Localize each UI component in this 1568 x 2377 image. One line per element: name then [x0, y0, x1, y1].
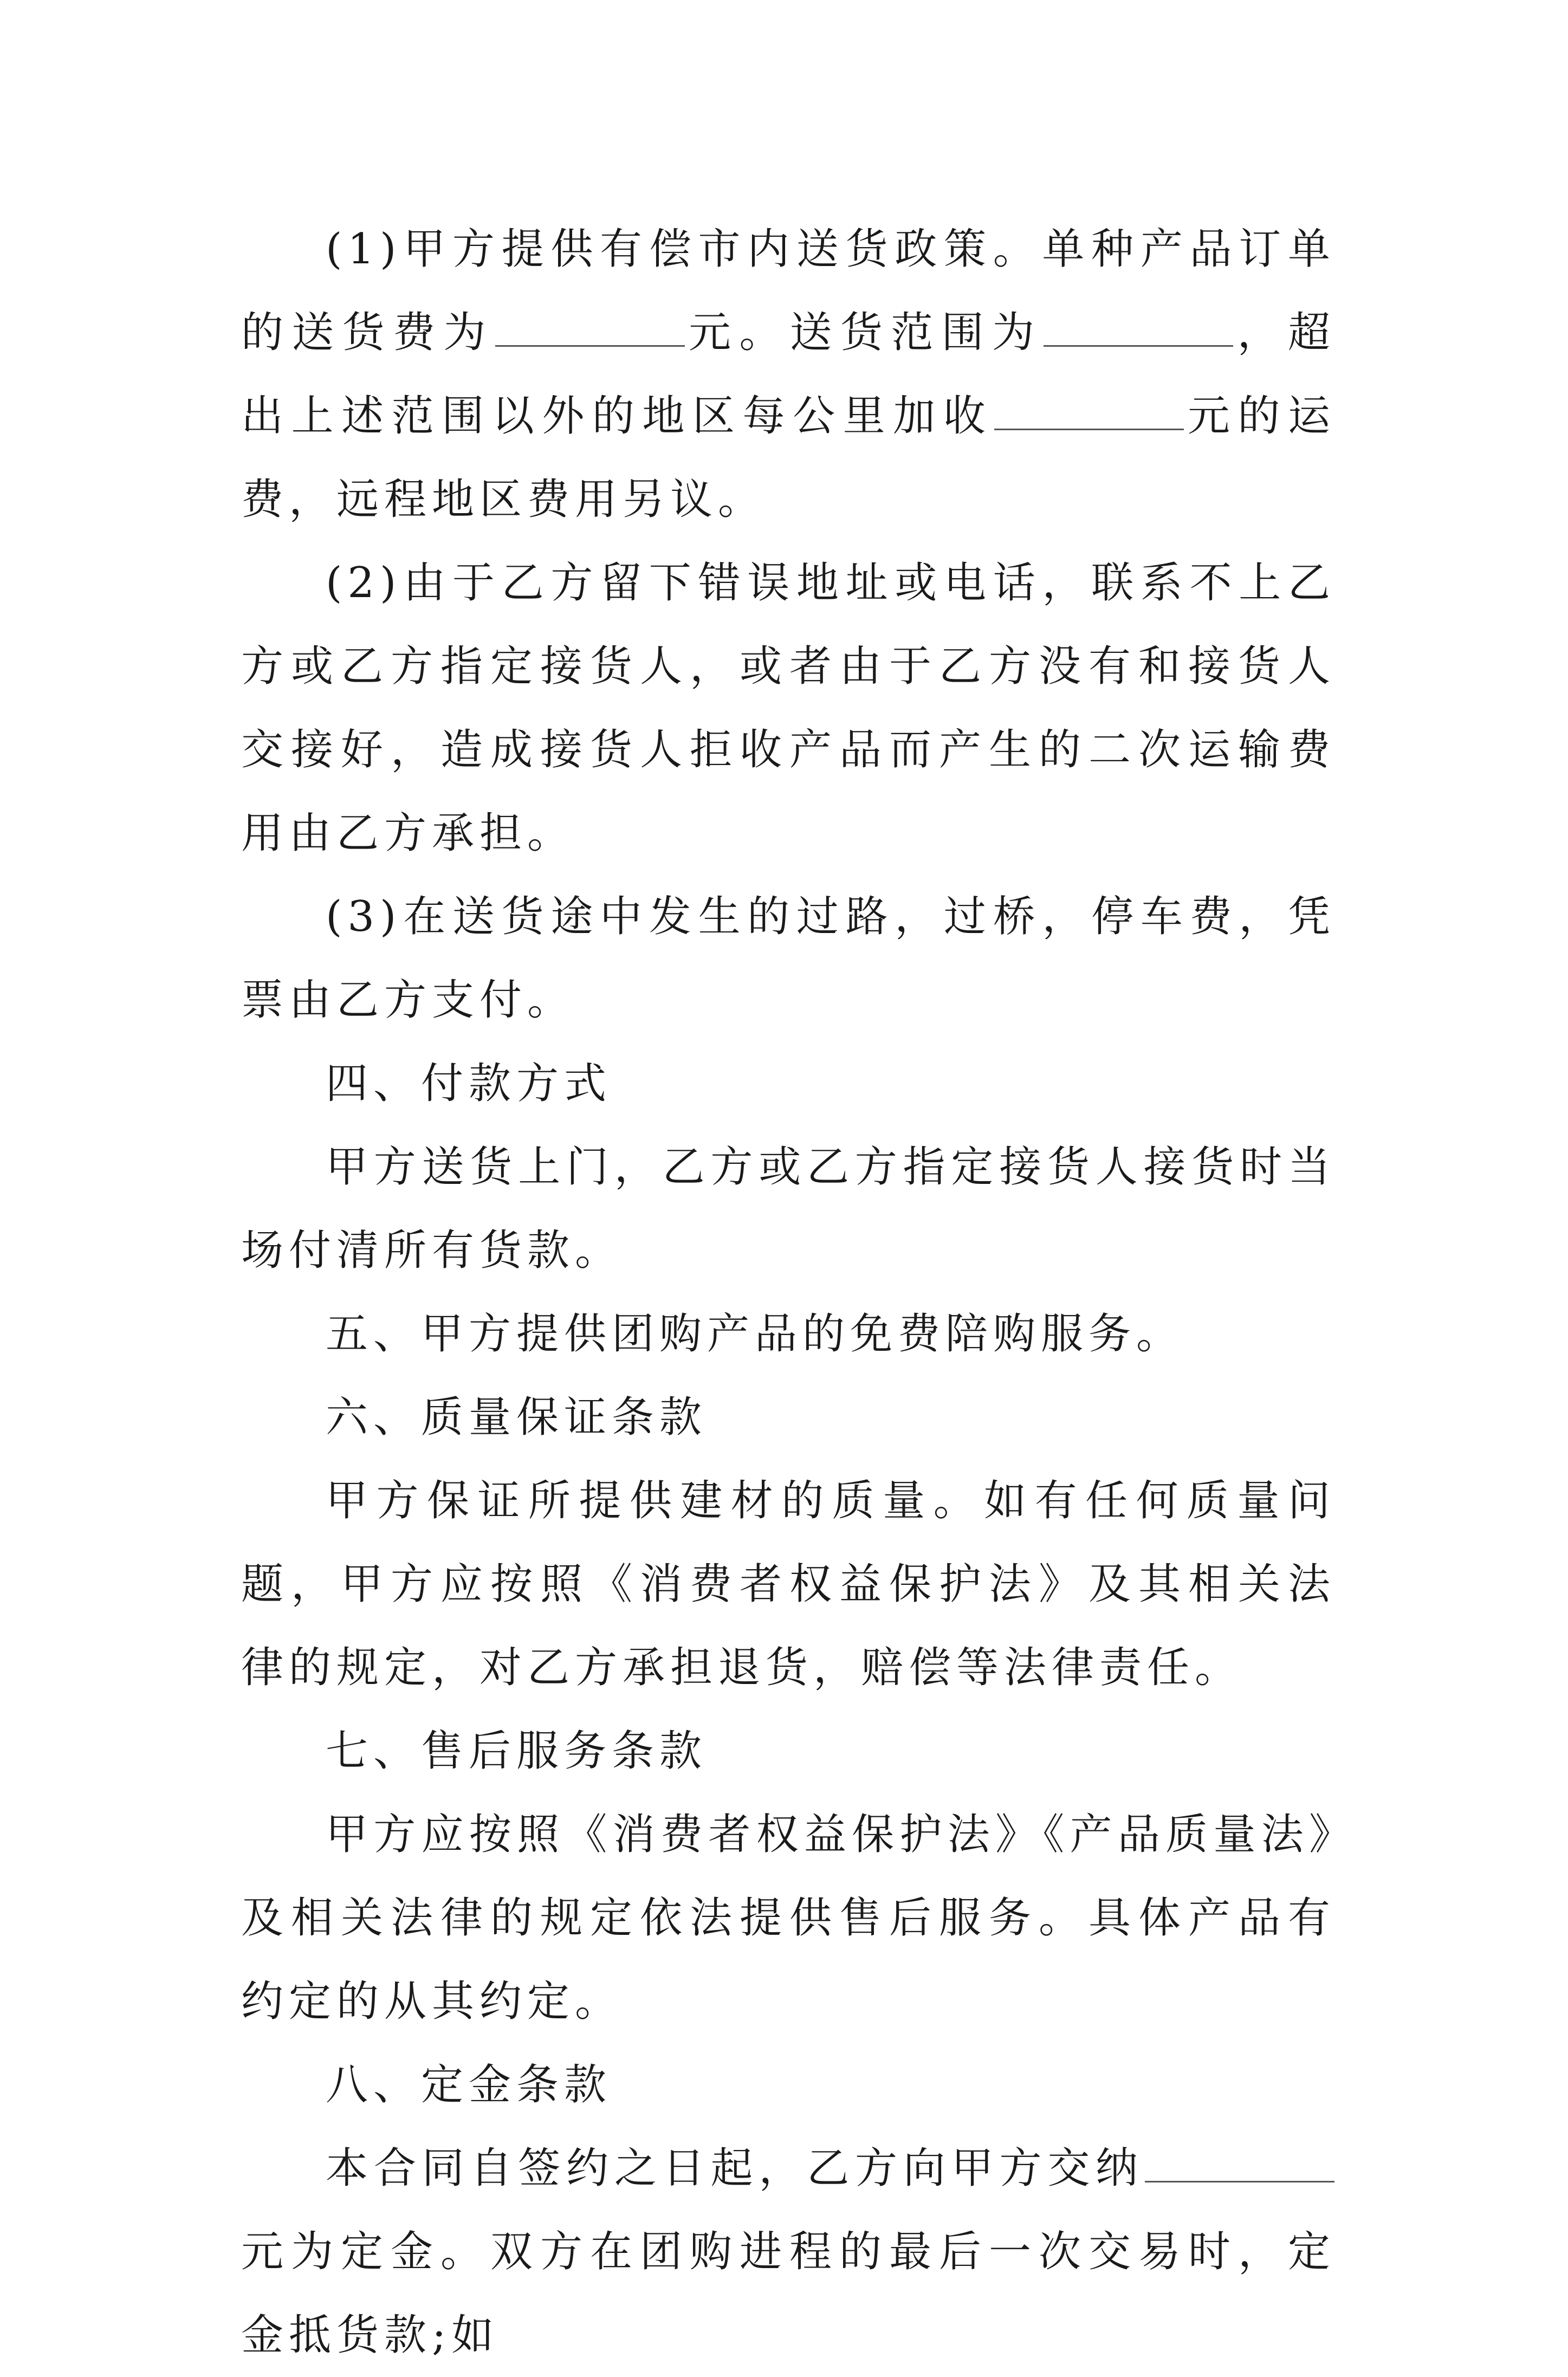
paragraph-payment-body: [241, 1125, 1336, 1292]
paragraph-text: 六、质量保证条款: [326, 1393, 708, 1442]
fill-in-blank: [994, 428, 1184, 430]
fill-in-blank: [1145, 2180, 1334, 2182]
paragraph-text: 七、售后服务条款: [326, 1727, 708, 1776]
paragraph-heading-free-service: [241, 1292, 1336, 1376]
paragraph-text: 本合同自签约之日起，乙方向甲方交纳: [326, 2144, 1144, 2193]
paragraph-heading-quality: [241, 1376, 1336, 1459]
contract-text: [241, 208, 1336, 2377]
paragraph-text: 甲方保证所提供建材的质量。如有任何质量问题，甲方应按照《消费者权益保护法》及其相关法律的规定，对乙方承担退货，赔偿等法律责任。: [241, 1476, 1336, 1692]
paragraph-text: (2)由于乙方留下错误地址或电话，联系不上乙方或乙方指定接货人，或者由于乙方没有和接货人交接好，造成接货人拒收产品而产生的二次运输费用由乙方承担。: [241, 559, 1336, 858]
paragraph-text: 甲方应按照《消费者权益保护法》《产品质量法》及相关法律的规定依法提供售后服务。具体产品有约定的从其约定。: [241, 1810, 1336, 2026]
paragraph-after-sales-body: [241, 1793, 1336, 2043]
paragraph-deposit-body: [241, 2127, 1336, 2377]
paragraph-text: 元为定金。双方在团购进程的最后一次交易时，定金抵货款;如: [241, 2227, 1336, 2360]
paragraph-heading-payment: [241, 1042, 1336, 1125]
paragraph-heading-after-sales: [241, 1709, 1336, 1793]
paragraph-wrong-address: [241, 541, 1336, 875]
paragraph-text: (1)甲方提供有偿市内送货政策。单种产品订单的送货费为: [241, 225, 1336, 357]
paragraph-text: 甲方送货上门，乙方或乙方指定接货人接货时当场付清所有货款。: [241, 1143, 1336, 1275]
fill-in-blank: [1044, 345, 1233, 347]
paragraph-text: (3)在送货途中发生的过路，过桥，停车费，凭票由乙方支付。: [241, 892, 1336, 1025]
paragraph-text: 八、定金条款: [326, 2061, 612, 2109]
fill-in-blank: [495, 345, 685, 347]
paragraph-heading-deposit: [241, 2043, 1336, 2127]
paragraph-text: ，超出上述范围以外的地区每公里加收: [241, 308, 1336, 441]
paragraph-text: 四、付款方式: [326, 1059, 612, 1108]
paragraph-delivery-policy: [241, 208, 1336, 541]
paragraph-road-fees: [241, 875, 1336, 1042]
paragraph-quality-body: [241, 1459, 1336, 1709]
paragraph-text: 元。送货范围为: [685, 308, 1043, 357]
paragraph-text: 五、甲方提供团购产品的免费陪购服务。: [326, 1310, 1184, 1358]
paragraph-text: 元的运费，远程地区费用另议。: [241, 392, 1336, 524]
